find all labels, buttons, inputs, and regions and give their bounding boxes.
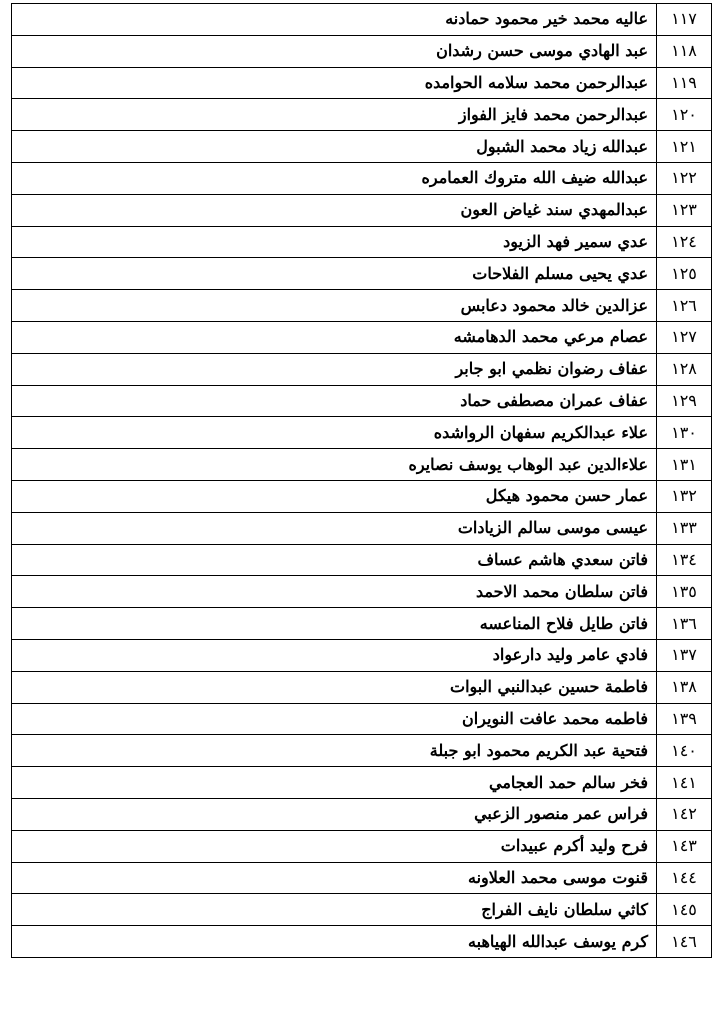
row-number: ١٢٤ — [657, 226, 712, 258]
table-row — [12, 258, 712, 290]
person-name: فاطمة حسين عبدالنبي البوات — [12, 671, 657, 703]
table-row — [12, 131, 712, 163]
person-name: عبدالرحمن محمد سلامه الحوامده — [12, 67, 657, 99]
person-name: فرح وليد أكرم عبيدات — [12, 830, 657, 862]
table-row — [12, 798, 712, 830]
person-name: فاتن سلطان محمد الاحمد — [12, 576, 657, 608]
table-row — [12, 735, 712, 767]
row-number: ١٤٢ — [657, 798, 712, 830]
names-table — [11, 3, 712, 958]
person-name: فراس عمر منصور الزعبي — [12, 798, 657, 830]
table-row — [12, 353, 712, 385]
person-name: علاءالدين عبد الوهاب يوسف نصايره — [12, 449, 657, 481]
row-number: ١٢٧ — [657, 321, 712, 353]
person-name: عزالدين خالد محمود دعابس — [12, 290, 657, 322]
table-row — [12, 35, 712, 67]
person-name: عبدالرحمن محمد فايز الفواز — [12, 99, 657, 131]
table-row — [12, 894, 712, 926]
table-row — [12, 608, 712, 640]
person-name: فتحية عبد الكريم محمود ابو جبلة — [12, 735, 657, 767]
row-number: ١٣٦ — [657, 608, 712, 640]
row-number: ١٣١ — [657, 449, 712, 481]
row-number: ١٣٤ — [657, 544, 712, 576]
person-name: فادي عامر وليد دارعواد — [12, 639, 657, 671]
row-number: ١٢٥ — [657, 258, 712, 290]
person-name: كرم يوسف عبدالله الهياهبه — [12, 926, 657, 958]
row-number: ١٤٦ — [657, 926, 712, 958]
person-name: عبد الهادي موسى حسن رشدان — [12, 35, 657, 67]
person-name: فاتن طايل فلاح المناعسه — [12, 608, 657, 640]
table-row — [12, 4, 712, 36]
table-row — [12, 417, 712, 449]
row-number: ١٢٨ — [657, 353, 712, 385]
person-name: علاء عبدالكريم سفهان الرواشده — [12, 417, 657, 449]
person-name: عيسى موسى سالم الزيادات — [12, 512, 657, 544]
names-table-body — [12, 4, 712, 958]
table-row — [12, 194, 712, 226]
table-row — [12, 830, 712, 862]
table-row — [12, 544, 712, 576]
table-row — [12, 449, 712, 481]
table-row — [12, 862, 712, 894]
person-name: فخر سالم حمد العجامي — [12, 767, 657, 799]
person-name: فاتن سعدي هاشم عساف — [12, 544, 657, 576]
table-row — [12, 67, 712, 99]
row-number: ١٣٩ — [657, 703, 712, 735]
row-number: ١١٨ — [657, 35, 712, 67]
person-name: فاطمه محمد عافت النويران — [12, 703, 657, 735]
table-row — [12, 576, 712, 608]
table-row — [12, 99, 712, 131]
table-row — [12, 512, 712, 544]
table-row — [12, 671, 712, 703]
row-number: ١٤١ — [657, 767, 712, 799]
row-number: ١٣٥ — [657, 576, 712, 608]
table-row — [12, 926, 712, 958]
person-name: عبدالله زياد محمد الشبول — [12, 131, 657, 163]
row-number: ١٣٣ — [657, 512, 712, 544]
table-row — [12, 480, 712, 512]
table-row — [12, 162, 712, 194]
row-number: ١٤٤ — [657, 862, 712, 894]
row-number: ١٢١ — [657, 131, 712, 163]
person-name: عبدالله ضيف الله متروك العمامره — [12, 162, 657, 194]
row-number: ١٢٦ — [657, 290, 712, 322]
person-name: كاثي سلطان نايف الفراج — [12, 894, 657, 926]
row-number: ١٤٣ — [657, 830, 712, 862]
person-name: عفاف عمران مصطفى حماد — [12, 385, 657, 417]
table-row — [12, 226, 712, 258]
row-number: ١٢٢ — [657, 162, 712, 194]
table-row — [12, 767, 712, 799]
row-number: ١٣٢ — [657, 480, 712, 512]
row-number: ١٢٩ — [657, 385, 712, 417]
person-name: عفاف رضوان نظمي ابو جابر — [12, 353, 657, 385]
row-number: ١٤٥ — [657, 894, 712, 926]
person-name: عدي يحيى مسلم الفلاحات — [12, 258, 657, 290]
person-name: عصام مرعي محمد الدهامشه — [12, 321, 657, 353]
person-name: عمار حسن محمود هيكل — [12, 480, 657, 512]
table-row — [12, 703, 712, 735]
row-number: ١٣٠ — [657, 417, 712, 449]
person-name: عبدالمهدي سند غياض العون — [12, 194, 657, 226]
row-number: ١١٧ — [657, 4, 712, 36]
table-row — [12, 290, 712, 322]
table-row — [12, 321, 712, 353]
person-name: عدي سمير فهد الزيود — [12, 226, 657, 258]
row-number: ١٣٨ — [657, 671, 712, 703]
row-number: ١٤٠ — [657, 735, 712, 767]
row-number: ١٢٠ — [657, 99, 712, 131]
person-name: قنوت موسى محمد العلاونه — [12, 862, 657, 894]
row-number: ١١٩ — [657, 67, 712, 99]
table-row — [12, 385, 712, 417]
row-number: ١٢٣ — [657, 194, 712, 226]
person-name: عاليه محمد خير محمود حمادنه — [12, 4, 657, 36]
table-row — [12, 639, 712, 671]
document-page — [11, 3, 712, 958]
row-number: ١٣٧ — [657, 639, 712, 671]
